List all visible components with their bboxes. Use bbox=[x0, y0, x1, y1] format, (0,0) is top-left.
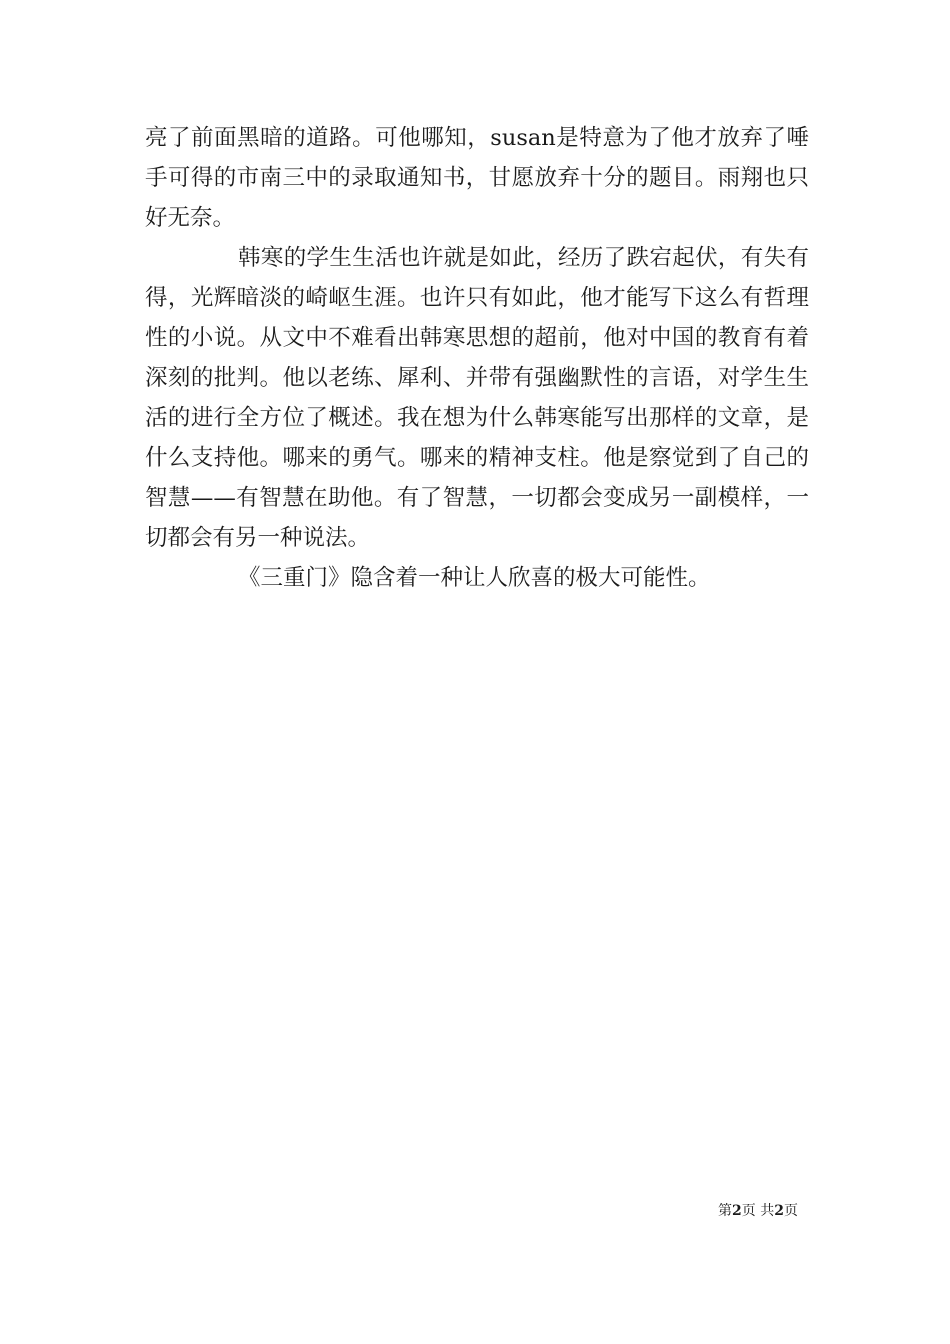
footer-middle: 页 共 bbox=[741, 1203, 775, 1219]
footer-prefix: 第 bbox=[718, 1203, 732, 1219]
footer-page-number: 2 bbox=[732, 1203, 742, 1219]
body-line-1: 亮了前面黑暗的道路。可他哪知，susan是特意为了他才放弃了唾 bbox=[145, 125, 809, 151]
footer-suffix: 页 bbox=[783, 1203, 798, 1219]
body-line-11: 切都会有另一种说法。 bbox=[145, 525, 371, 551]
page-number-footer bbox=[718, 1201, 798, 1221]
body-line-7: 深刻的批判。他以老练、犀利、并带有强幽默性的言语，对学生生 bbox=[145, 365, 809, 391]
body-line-8: 活的进行全方位了概述。我在想为什么韩寒能写出那样的文章，是 bbox=[145, 405, 809, 431]
body-line-5: 得，光辉暗淡的崎岖生涯。也许只有如此，他才能写下这么有哲理 bbox=[145, 285, 809, 311]
body-line-9: 什么支持他。哪来的勇气。哪来的精神支柱。他是察觉到了自己的 bbox=[145, 445, 809, 471]
body-line-12: 《三重门》隐含着一种让人欣喜的极大可能性。 bbox=[238, 565, 711, 591]
body-line-3: 好无奈。 bbox=[145, 205, 236, 231]
body-line-2: 手可得的市南三中的录取通知书，甘愿放弃十分的题目。雨翔也只 bbox=[145, 165, 809, 191]
body-line-4: 韩寒的学生生活也许就是如此，经历了跌宕起伏，有失有 bbox=[238, 245, 809, 271]
body-line-10: 智慧——有智慧在助他。有了智慧，一切都会变成另一副模样，一 bbox=[145, 485, 809, 511]
footer-total-pages: 2 bbox=[774, 1203, 784, 1219]
body-line-6: 性的小说。从文中不难看出韩寒思想的超前，他对中国的教育有着 bbox=[145, 325, 809, 351]
